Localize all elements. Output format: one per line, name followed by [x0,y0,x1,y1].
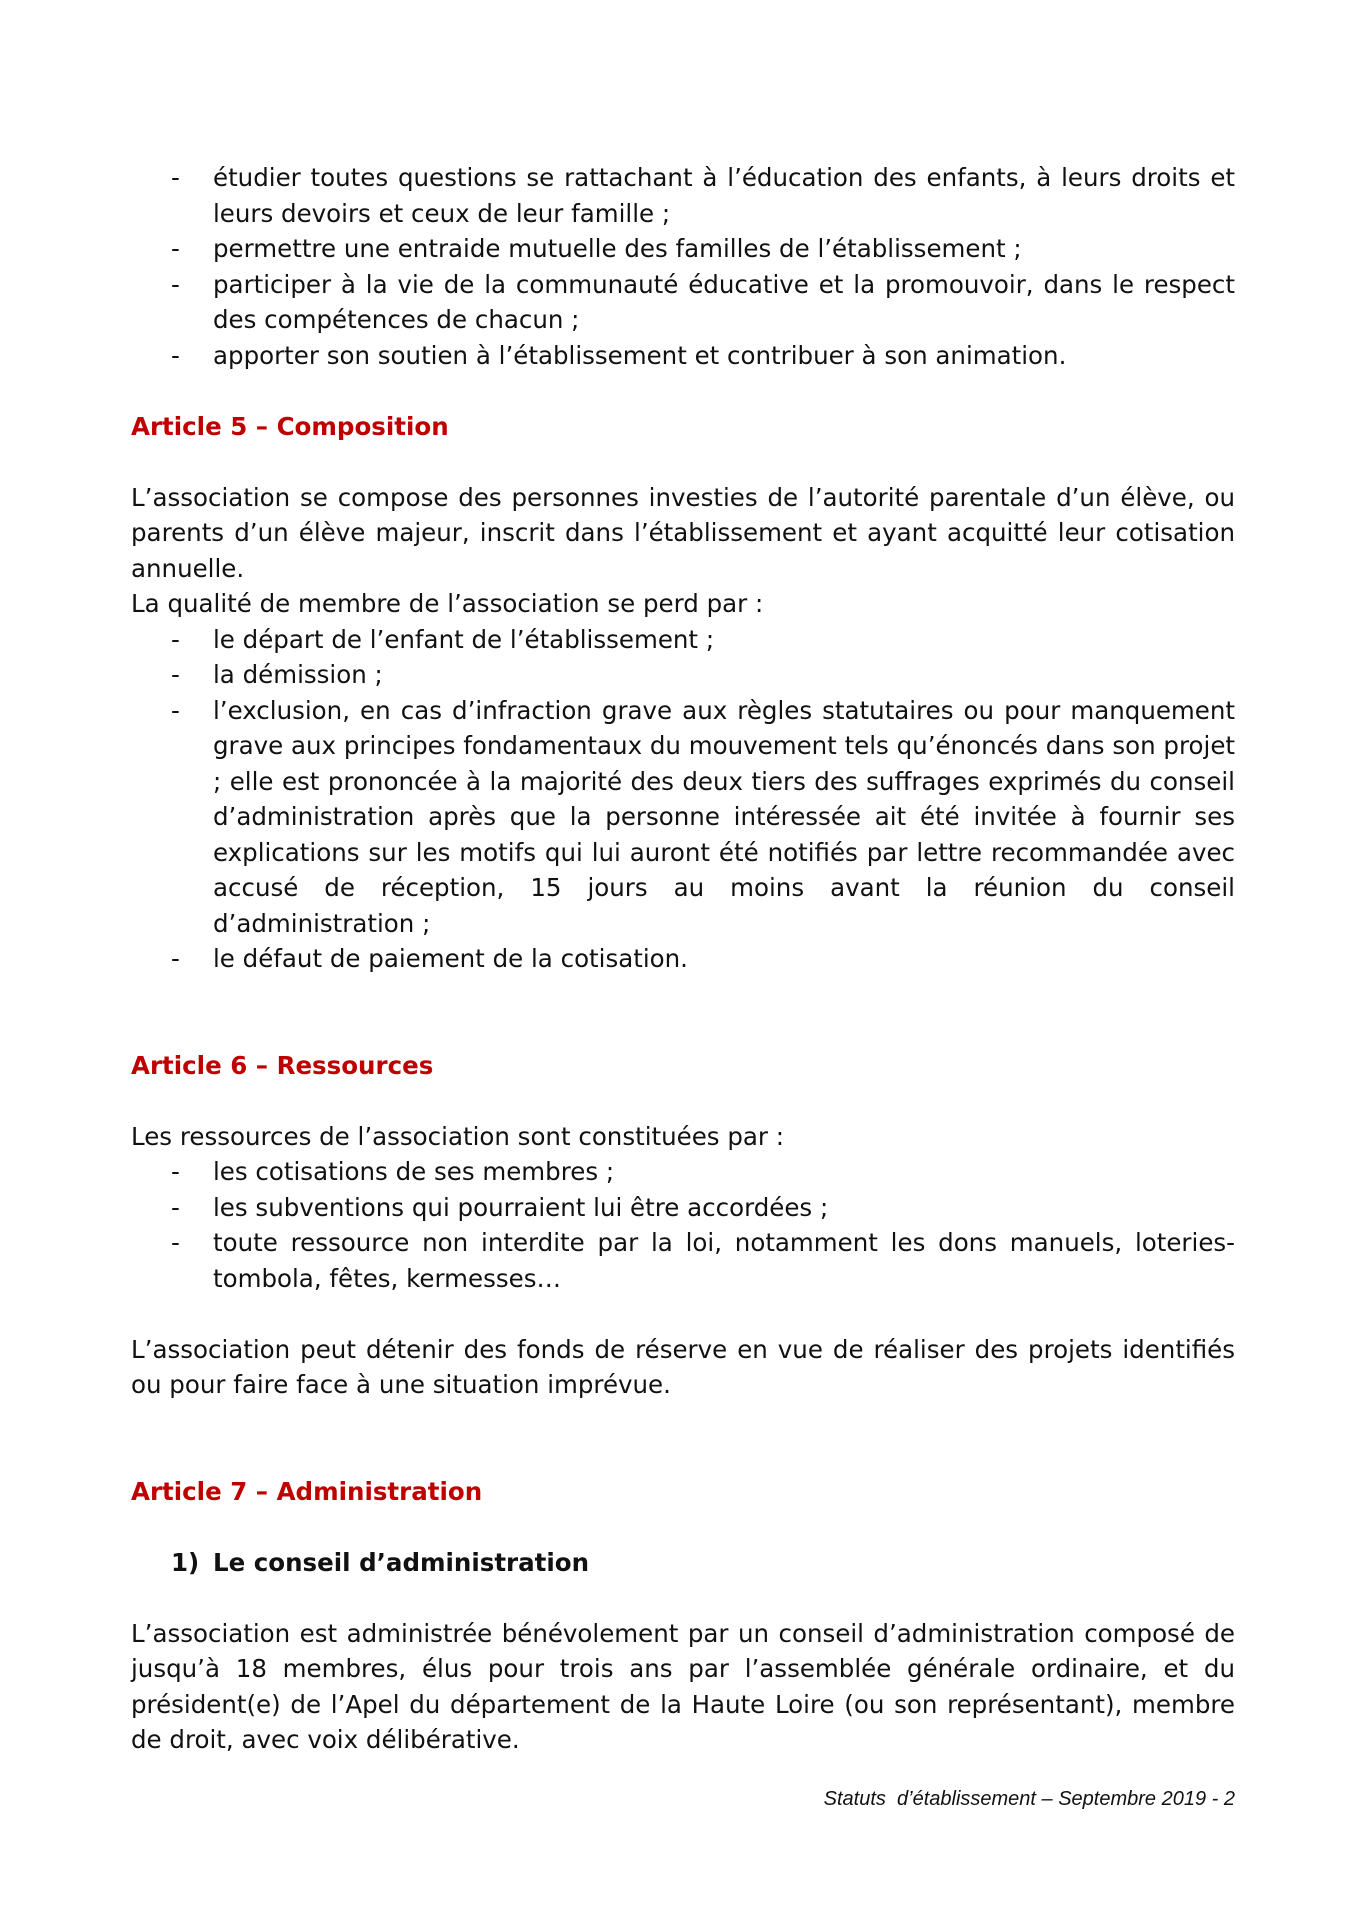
list-item: - l’exclusion, en cas d’infraction grave aux règles statutaires ou pour manquement grave aux principes fondamentaux du mouvement tels qu’énoncés dans son projet ; elle est prononcée à la majorité des deux tiers des suffrages exprimés du conseil d’administration après que la personne intéressée ait été invitée à fournir ses explications sur les motifs qui lui auront été notifiés par lettre recommandée avec accusé de réception, 15 jours au moins avant la réunion du conseil d’administration ; [171,695,1235,938]
document-page [131,160,1235,1758]
list-item: - étudier toutes questions se rattachant à l’éducation des enfants, à leurs droits et leurs devoirs et ceux de leur famille ; [171,163,1235,228]
article-5-paragraph-1: L’association se compose des personnes investies de l’autorité parentale d’un élève, ou parents d’un élève majeur, inscrit dans l’établissement et ayant acquitté leur cotisation annuelle. [131,482,1235,583]
article-7-subheading [131,1545,1235,1581]
article-5-paragraph-2: La qualité de membre de l’association se perd par : [131,589,764,618]
list-item: - le départ de l’enfant de l’établissement ; [171,624,715,654]
list-item: - les cotisations de ses membres ; [171,1157,615,1186]
article-6-heading: Article 6 – Ressources [131,1050,434,1080]
page-footer: Statuts d’établissement – Septembre 2019 - 2 [823,1788,1235,1810]
list-item: - toute ressource non interdite par la loi, notamment les dons manuels, loteries-tombola, fêtes, kermesses… [171,1228,1235,1293]
article-5-list [131,622,1235,977]
intro-list [131,160,1235,373]
article-7-heading: Article 7 – Administration [131,1476,483,1506]
article-7-paragraph-1: L’association est administrée bénévolement par un conseil d’administration composé de jusqu’à 18 membres, élus pour trois ans par l’assemblée générale ordinaire, et du président(e) de l’Apel du département de la Haute Loire (ou son représentant), membre de droit, avec voix délibérative. [131,1618,1235,1754]
list-item: - la démission ; [171,660,383,689]
list-item: - les subventions qui pourraient lui être accordées ; [171,1192,829,1222]
list-item: - le défaut de paiement de la cotisation. [171,944,688,973]
subheading-title: Le conseil d’administration [213,1547,590,1577]
article-6-paragraph-2: L’association peut détenir des fonds de réserve en vue de réaliser des projets identifiés ou pour faire face à une situation imprévue. [131,1334,1235,1399]
article-6-list [131,1154,1235,1296]
list-item: - apporter son soutien à l’établissement et contribuer à son animation. [171,340,1067,370]
list-item: - participer à la vie de la communauté éducative et la promouvoir, dans le respect des compétences de chacun ; [171,269,1235,334]
subheading-number: 1) [171,1547,200,1577]
list-item: - permettre une entraide mutuelle des familles de l’établissement ; [171,234,1022,263]
article-6-paragraph-1: Les ressources de l’association sont constituées par : [131,1121,785,1151]
article-5-heading: Article 5 – Composition [131,411,449,441]
